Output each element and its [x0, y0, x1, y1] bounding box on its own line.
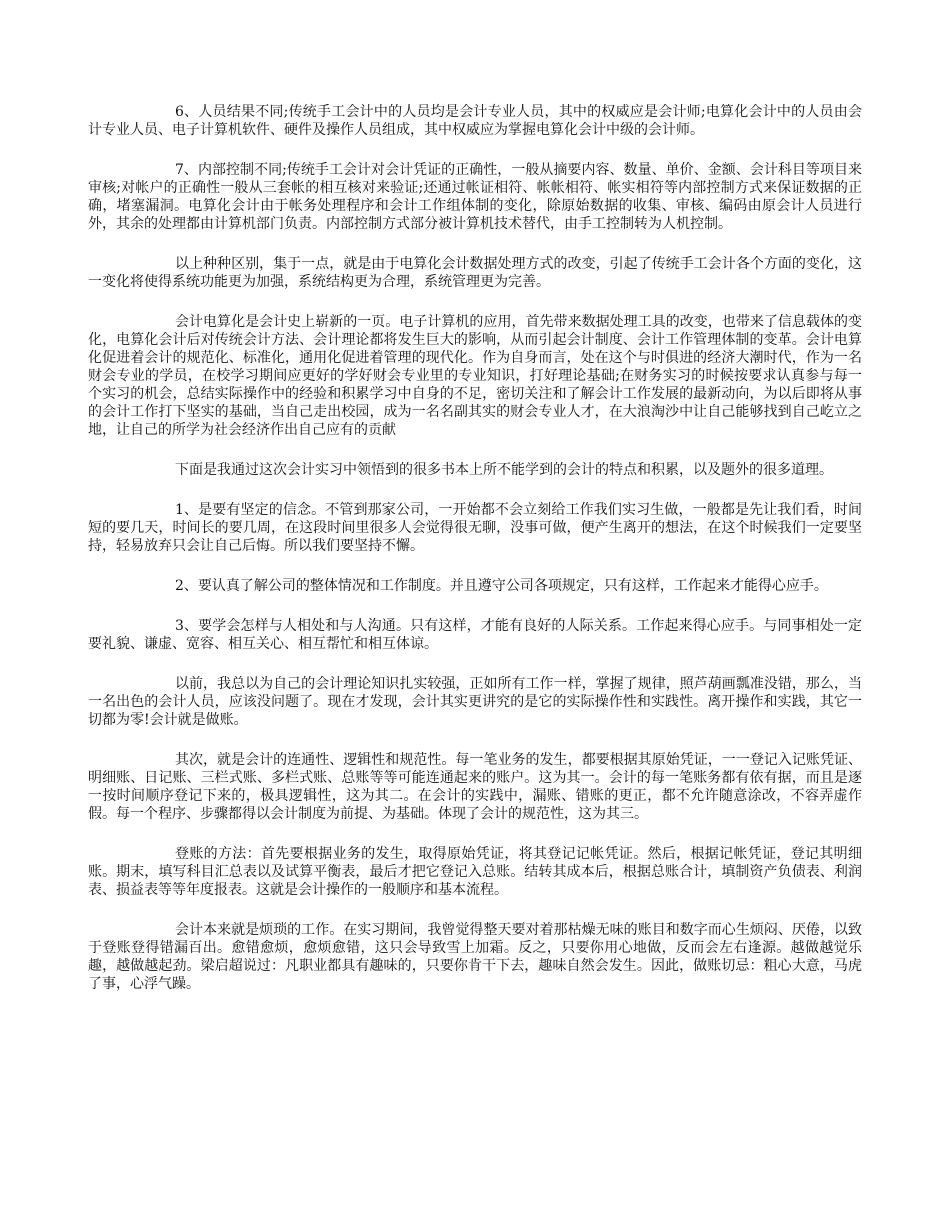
paragraph-accounting-computerization: 会计电算化是会计史上崭新的一页。电子计算机的应用，首先带来数据处理工具的改变，也带来了信息载体的变化，电算化会计后对传统会计方法、会计理论都将发生巨大的影响，从而引起会计制度、会计工作管理体制的变革。会计电算化促进着会计的规范化、标准化，通用化促进着管理的现代化。作为自身而言，处在这个与时俱进的经济大潮时代，作为一名财会专业的学员，在校学习期间应更好的学好财会专业里的专业知识，打好理论基础;在财务实习的时候按要求认真参与每一个实习的机会，总结实际操作中的经验和积累学习中自身的不足，密切关注和了解会计工作发展的最新动向，为以后即将从事的会计工作打下坚实的基础，当自己走出校园，成为一名名副其实的财会专业人才，在大浪淘沙中让自己能够找到自己屹立之地，让自己的所学为社会经济作出自己应有的贡献	[88, 314, 862, 438]
paragraph-practice-importance: 以前，我总以为自己的会计理论知识扎实较强，正如所有工作一样，掌握了规律，照芦葫画瓢准没错，那么，当一名出色的会计人员，应该没问题了。现在才发现，会计其实更讲究的是它的实际操作性和实践性。离开操作和实践，其它一切都为零!会计就是做账。	[88, 676, 862, 728]
paragraph-lessons-intro: 下面是我通过这次会计实习中领悟到的很多书本上所不能学到的会计的特点和积累，以及题外的很多道理。	[175, 462, 833, 478]
paragraph-summary-differences: 以上种种区别，集于一点，就是由于电算化会计数据处理方式的改变，引起了传统手工会计各个方面的变化，这一变化将使得系统功能更为加强，系统结构更为合理，系统管理更为完善。	[88, 256, 862, 290]
paragraph-tedious-work: 会计本来就是烦琐的工作。在实习期间，我曾觉得整天要对着那枯燥无味的账目和数字而心生烦闷、厌倦，以致于登账登得错漏百出。愈错愈烦，愈烦愈错，这只会导致雪上加霜。反之，只要你用心地做，反而会左右逢源。越做越觉乐趣，越做越起劲。梁启超说过：凡职业都具有趣味的，只要你肯干下去，趣味自然会发生。因此，做账切忌：粗心大意，马虎了事，心浮气躁。	[88, 922, 862, 992]
document-body	[88, 103, 862, 1015]
paragraph-personnel-difference: 6、人员结果不同;传统手工会计中的人员均是会计专业人员，其中的权威应是会计师;电算化会计中的人员由会计专业人员、电子计算机软件、硬件及操作人员组成，其中权威应为掌握电算化会计中级的会计师。	[88, 104, 862, 138]
paragraph-bookkeeping-method: 登账的方法：首先要根据业务的发生，取得原始凭证，将其登记记帐凭证。然后，根据记帐凭证，登记其明细账。期末，填写科目汇总表以及试算平衡表，最后才把它登记入总账。结转其成本后，根据总账合计，填制资产负债表、利润表、损益表等等年度报表。这就是会计操作的一般顺序和基本流程。	[88, 846, 862, 898]
paragraph-internal-control-difference: 7、内部控制不同;传统手工会计对会计凭证的正确性，一般从摘要内容、数量、单价、金额、会计科目等项目来审核;对帐户的正确性一般从三套帐的相互核对来验证;还通过帐证相符、帐帐相符、帐实相符等内部控制方式来保证数据的正确，堵塞漏洞。电算化会计由于帐务处理程序和会计工作组体制的变化，除原始数据的收集、审核、编码由原会计人员进行外，其余的处理都由计算机部门负责。内部控制方式部分被计算机技术替代，由手工控制转为人机控制。	[88, 162, 862, 232]
paragraph-lesson-communication: 3、要学会怎样与人相处和与人沟通。只有这样，才能有良好的人际关系。工作起来得心应手。与同事相处一定要礼貌、谦虚、宽容、相互关心、相互帮忙和相互体谅。	[88, 618, 862, 652]
paragraph-lesson-company-rules: 2、要认真了解公司的整体情况和工作制度。并且遵守公司各项规定，只有这样，工作起来才能得心应手。	[175, 578, 828, 594]
paragraph-lesson-firm-belief: 1、是要有坚定的信念。不管到那家公司，一开始都不会立刻给工作我们实习生做，一般都是先让我们看，时间短的要几天，时间长的要几周，在这段时间里很多人会觉得很无聊，没事可做，便产生离开的想法，在这个时候我们一定要坚持，轻易放弃只会让自己后悔。所以我们要坚持不懈。	[88, 502, 862, 554]
paragraph-accounting-logic: 其次，就是会计的连通性、逻辑性和规范性。每一笔业务的发生，都要根据其原始凭证，一一登记入记账凭证、明细账、日记账、三栏式账、多栏式账、总账等等可能连通起来的账户。这为其一。会计的每一笔账务都有依有据，而且是逐一按时间顺序登记下来的，极具逻辑性，这为其二。在会计的实践中，漏账、错账的更正，都不允许随意涂改，不容弄虚作假。每一个程序、步骤都得以会计制度为前提、为基础。体现了会计的规范性，这为其三。	[88, 752, 862, 822]
